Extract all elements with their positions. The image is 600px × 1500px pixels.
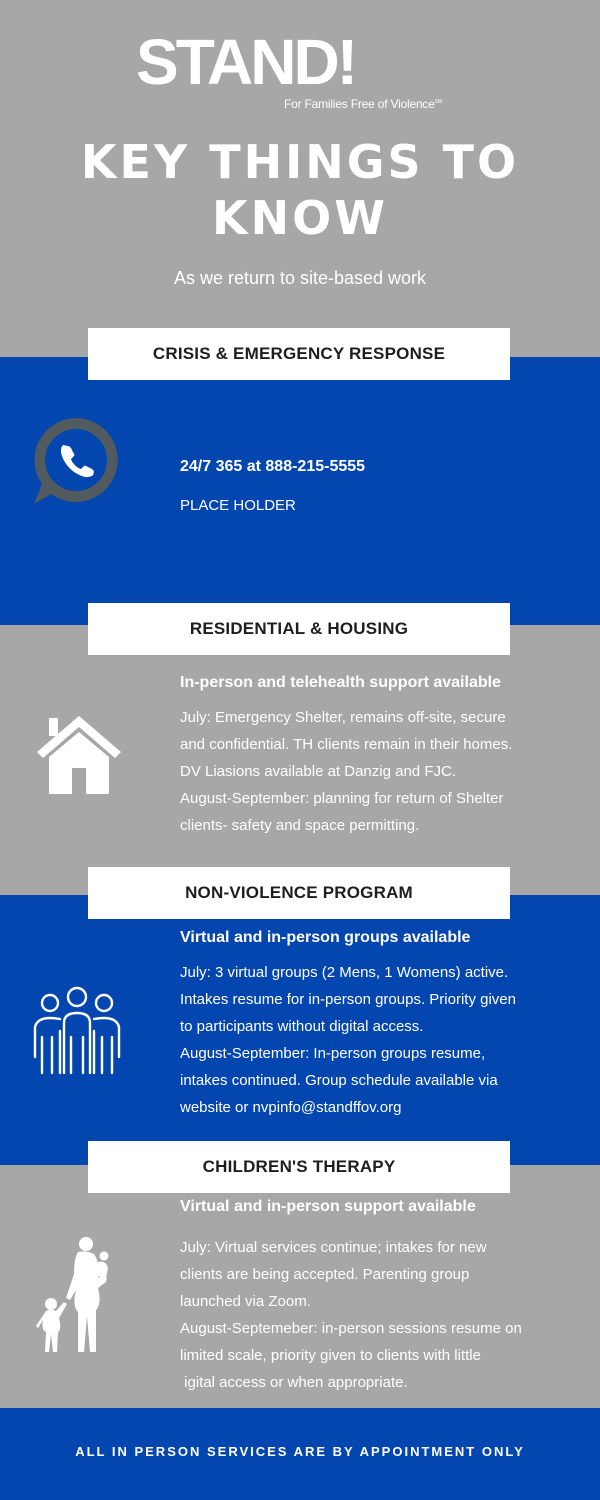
nvp-line: website or nvpinfo@standffov.org — [180, 1099, 402, 1116]
residential-header — [88, 603, 510, 655]
residential-text — [180, 674, 580, 839]
children-text — [180, 1198, 580, 1396]
nvp-body — [180, 959, 580, 1121]
residential-line: July: Emergency Shelter, remains off-site, secure — [180, 709, 506, 726]
logo-brand: STAND! — [136, 26, 355, 98]
residential-line: and confidential. TH clients remain in their homes. — [180, 736, 513, 753]
residential-line: August-September: planning for return of Shelter — [180, 790, 504, 807]
crisis-body — [180, 492, 580, 519]
group-people-icon — [30, 985, 124, 1075]
crisis-header — [88, 328, 510, 380]
children-header-label: CHILDREN'S THERAPY — [202, 1157, 396, 1176]
children-line: clients are being accepted. Parenting group — [180, 1266, 470, 1283]
nvp-line: July: 3 virtual groups (2 Mens, 1 Womens) active. — [180, 964, 509, 981]
crisis-line: PLACE HOLDER — [180, 497, 296, 514]
crisis-header-label: CRISIS & EMERGENCY RESPONSE — [152, 344, 446, 363]
nvp-line: Intakes resume for in-person groups. Priority given — [180, 991, 516, 1008]
crisis-lead: 24/7 365 at 888-215-5555 — [180, 458, 366, 475]
children-body — [180, 1234, 580, 1396]
nvp-line: August-September: In-person groups resume, — [180, 1045, 486, 1062]
nvp-line: intakes continued. Group schedule available via — [180, 1072, 498, 1089]
nvp-text — [180, 929, 580, 1121]
children-lead: Virtual and in-person support available — [180, 1198, 476, 1215]
stand-logo — [130, 26, 470, 124]
residential-line: clients- safety and space permitting. — [180, 817, 420, 834]
title-line-2: KNOW — [212, 191, 388, 245]
crisis-text — [180, 458, 580, 519]
children-line: limited scale, priority given to clients with little — [180, 1347, 481, 1364]
children-line: August-Septemeber: in-person sessions resume on — [180, 1320, 522, 1337]
phone-chat-icon — [30, 414, 122, 506]
family-silhouette-icon — [34, 1234, 114, 1354]
children-line: July: Virtual services continue; intakes for new — [180, 1239, 487, 1256]
children-line: igital access or when appropriate. — [180, 1374, 408, 1391]
residential-header-label: RESIDENTIAL & HOUSING — [189, 619, 409, 638]
nvp-header-label: NON-VIOLENCE PROGRAM — [185, 883, 413, 902]
logo-tagline — [284, 97, 442, 111]
page-subtitle: As we return to site-based work — [173, 268, 427, 288]
residential-lead: In-person and telehealth support available — [180, 674, 501, 691]
logo-tagline-mark: SM — [434, 99, 442, 105]
children-header — [88, 1141, 510, 1193]
nvp-lead: Virtual and in-person groups available — [180, 929, 471, 946]
residential-body — [180, 704, 580, 839]
page-title — [0, 134, 600, 246]
nvp-line: to participants without digital access. — [180, 1018, 424, 1035]
nvp-header — [88, 867, 510, 919]
children-line: launched via Zoom. — [180, 1293, 311, 1310]
title-line-1: KEY THINGS TO — [80, 135, 520, 189]
footer-note: ALL IN PERSON SERVICES ARE BY APPOINTMENT ONLY — [75, 1444, 525, 1459]
residential-line: DV Liasions available at Danzig and FJC. — [180, 763, 456, 780]
logo-tagline-text: For Families Free of Violence — [284, 97, 435, 111]
house-icon — [35, 712, 123, 796]
